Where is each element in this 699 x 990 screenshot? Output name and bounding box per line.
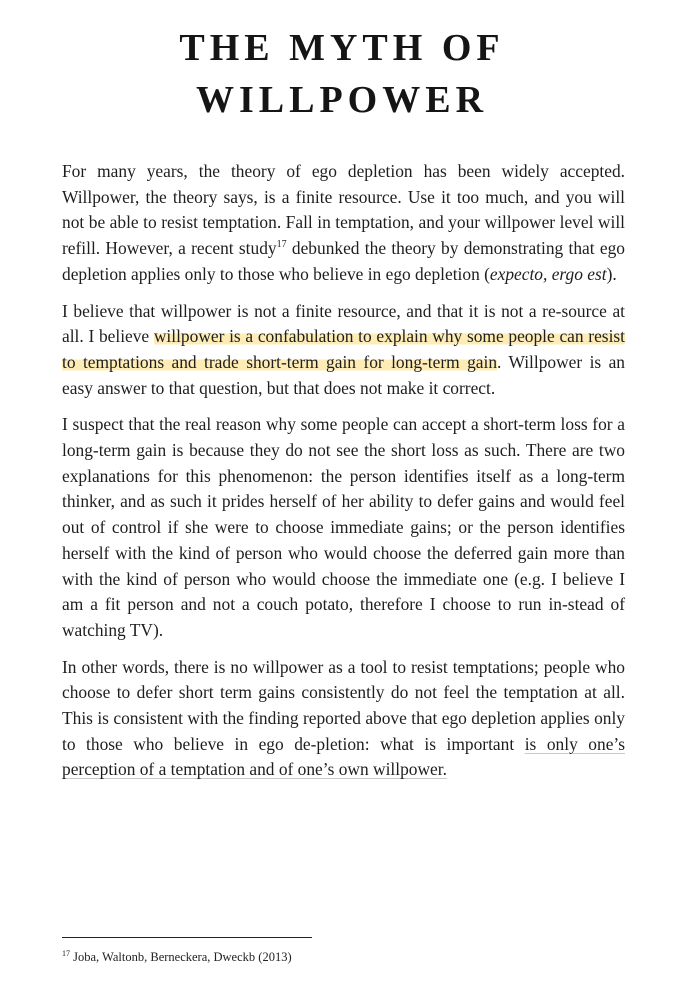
paragraph-2 bbox=[62, 299, 625, 402]
paragraph-3: I suspect that the real reason why some people can accept a short-term loss for a long-term gain is because they do not see the short loss as such. There are two explanations for this phenomenon: the person identifies itself as a long-term thinker, and as such it prides herself of her ability to defer gains and would feel out of control if she were to choose immediate gains; or the person identifies herself with the kind of person who would choose the deferred gain more than with the kind of person who would choose the immediate one (e.g. I believe I am a fit person and not a couch potato, therefore I choose to run in-stead of watching TV). bbox=[62, 414, 625, 640]
footnote-reference[interactable]: 17 bbox=[276, 239, 287, 251]
footnote-divider bbox=[62, 937, 312, 938]
paragraph-4 bbox=[62, 655, 625, 784]
chapter-title-line-1: THE MYTH OF bbox=[179, 27, 505, 69]
paragraph-1-text-b: debunked the theory by demonstrating that ego depletion applies only to those who believe in ego depletion ( bbox=[62, 238, 625, 284]
highlighted-passage: willpower is a confabulation to explain why some people can resist to temptations and trade short-term gain for long-term gain bbox=[62, 326, 625, 372]
paragraph-1 bbox=[62, 159, 625, 288]
body-text bbox=[62, 159, 625, 794]
underlined-passage: is only one’s perception of a temptation and of one’s own willpower. bbox=[62, 733, 626, 780]
chapter-title bbox=[0, 22, 684, 126]
paragraph-2-text-b: . Willpower is an easy answer to that question, but that does not make it correct. bbox=[62, 351, 625, 398]
chapter-title-line-2: WILLPOWER bbox=[195, 79, 489, 121]
paragraph-4-text-a: In other words, there is no willpower as a tool to resist temptations; people who choose to defer short term gains consistently do not feel the temptation at all. This is consistent with the finding reported above that ego depletion applies only to those who believe in ego de-pletion: what is important bbox=[62, 656, 625, 754]
footnote bbox=[62, 950, 292, 965]
paragraph-2-text-a: I believe that willpower is not a finite resource, and that it is not a re-source at all. I believe bbox=[62, 300, 625, 347]
paragraph-1-text-c: ). bbox=[606, 263, 617, 284]
latin-phrase: expecto, ergo est bbox=[489, 263, 607, 284]
footnote-number: 17 bbox=[62, 948, 70, 958]
paragraph-1-text-a: For many years, the theory of ego depletion has been widely accepted. Willpower, the theory says, is a finite resource. Use it too much, and you will not be able to resist temptation. Fall in temptation, and your willpower level will refill. However, a recent study bbox=[62, 161, 625, 259]
footnote-text: Joba, Waltonb, Berneckera, Dweckb (2013) bbox=[70, 950, 292, 964]
